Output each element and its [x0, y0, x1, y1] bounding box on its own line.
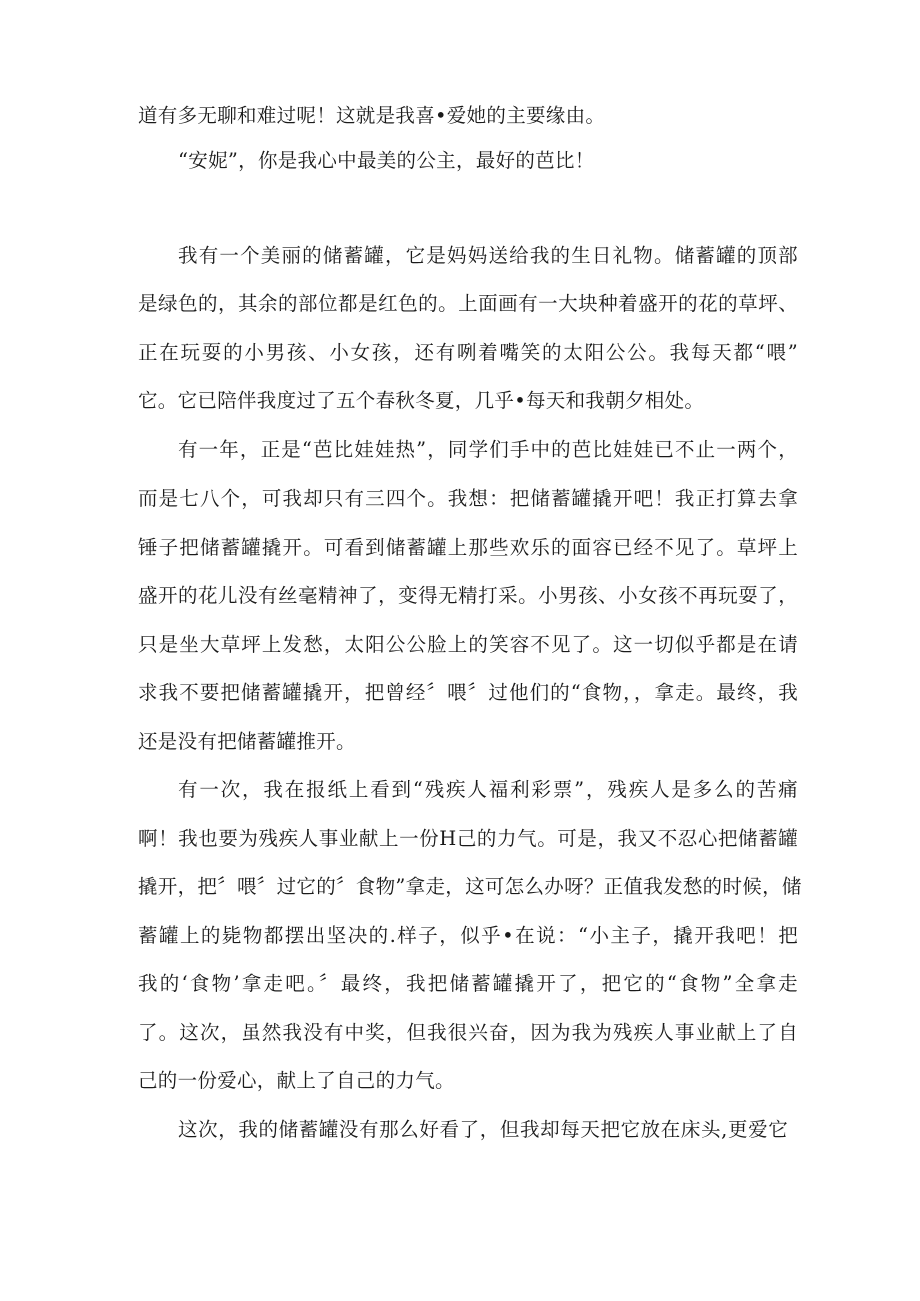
- text-line: 有一次，我在报纸上看到“残疾人福利彩票”，残疾人是多么的苦痛: [178, 778, 798, 801]
- text-line: 我的‘食物’拿走吧。〞最终，我把储蓄罐撬开了，把它的“食物”全拿走: [138, 972, 798, 995]
- text-line: 是绿色的，其余的部位都是红色的。上面画有一大块种着盛开的花的草坪、: [138, 292, 798, 315]
- text-line: 啊！我也要为残疾人事业献上一份H己的力气。可是，我又不忍心把储蓄罐: [138, 827, 798, 850]
- text-line: 只是坐大草坪上发愁，太阳公公脸上的笑容不见了。这一切似乎都是在请: [138, 633, 798, 656]
- text-line: 我有一个美丽的储蓄罐，它是妈妈送给我的生日礼物。储蓄罐的顶部: [178, 244, 798, 267]
- text-line: 这次，我的储蓄罐没有那么好看了，但我却每天把它放在床头,更爱它: [178, 1118, 788, 1141]
- text-line: 盛开的花儿没有丝毫精神了，变得无精打采。小男孩、小女孩不再玩耍了，: [138, 584, 798, 607]
- text-line: 道有多无聊和难过呢！这就是我喜•爱她的主要缘由。: [138, 104, 606, 127]
- text-line: 正在玩耍的小男孩、小女孩，还有咧着嘴笑的太阳公公。我每天都“喂”: [138, 341, 798, 364]
- text-line: “安妮”，你是我心中最美的公主，最好的芭比！: [178, 149, 595, 172]
- text-line: 了。这次，虽然我没有中奖，但我很兴奋，因为我为残疾人事业献上了自: [138, 1021, 798, 1044]
- text-line: 还是没有把储蓄罐推开。: [138, 730, 356, 753]
- text-line: 撬开，把〞喂〞过它的〞食物”拿走，这可怎么办呀？正值我发愁的时候，储: [138, 875, 802, 898]
- text-line: 而是七八个，可我却只有三四个。我想：把储蓄罐撬开吧！我正打算去拿: [138, 487, 798, 510]
- text-line: 蓄罐上的毙物都摆出坚决的.样子，似乎•在说：“小主子，撬开我吧！把: [138, 924, 798, 947]
- text-line: 求我不要把储蓄罐撬开，把曾经〞喂〞过他们的“食物，，拿走。最终，我: [138, 681, 798, 704]
- text-line: 有一年，正是“芭比娃娃热”，同学们手中的芭比娃娃已不止一两个，: [178, 438, 798, 461]
- text-line: 己的一份爱心，献上了自己的力气。: [138, 1069, 455, 1092]
- text-line: 它。它已陪伴我度过了五个春秋冬夏，几乎•每天和我朝夕相处。: [138, 389, 705, 412]
- text-line: 锤子把储蓄罐撬开。可看到储蓄罐上那些欢乐的面容已经不见了。草坪上: [138, 536, 798, 559]
